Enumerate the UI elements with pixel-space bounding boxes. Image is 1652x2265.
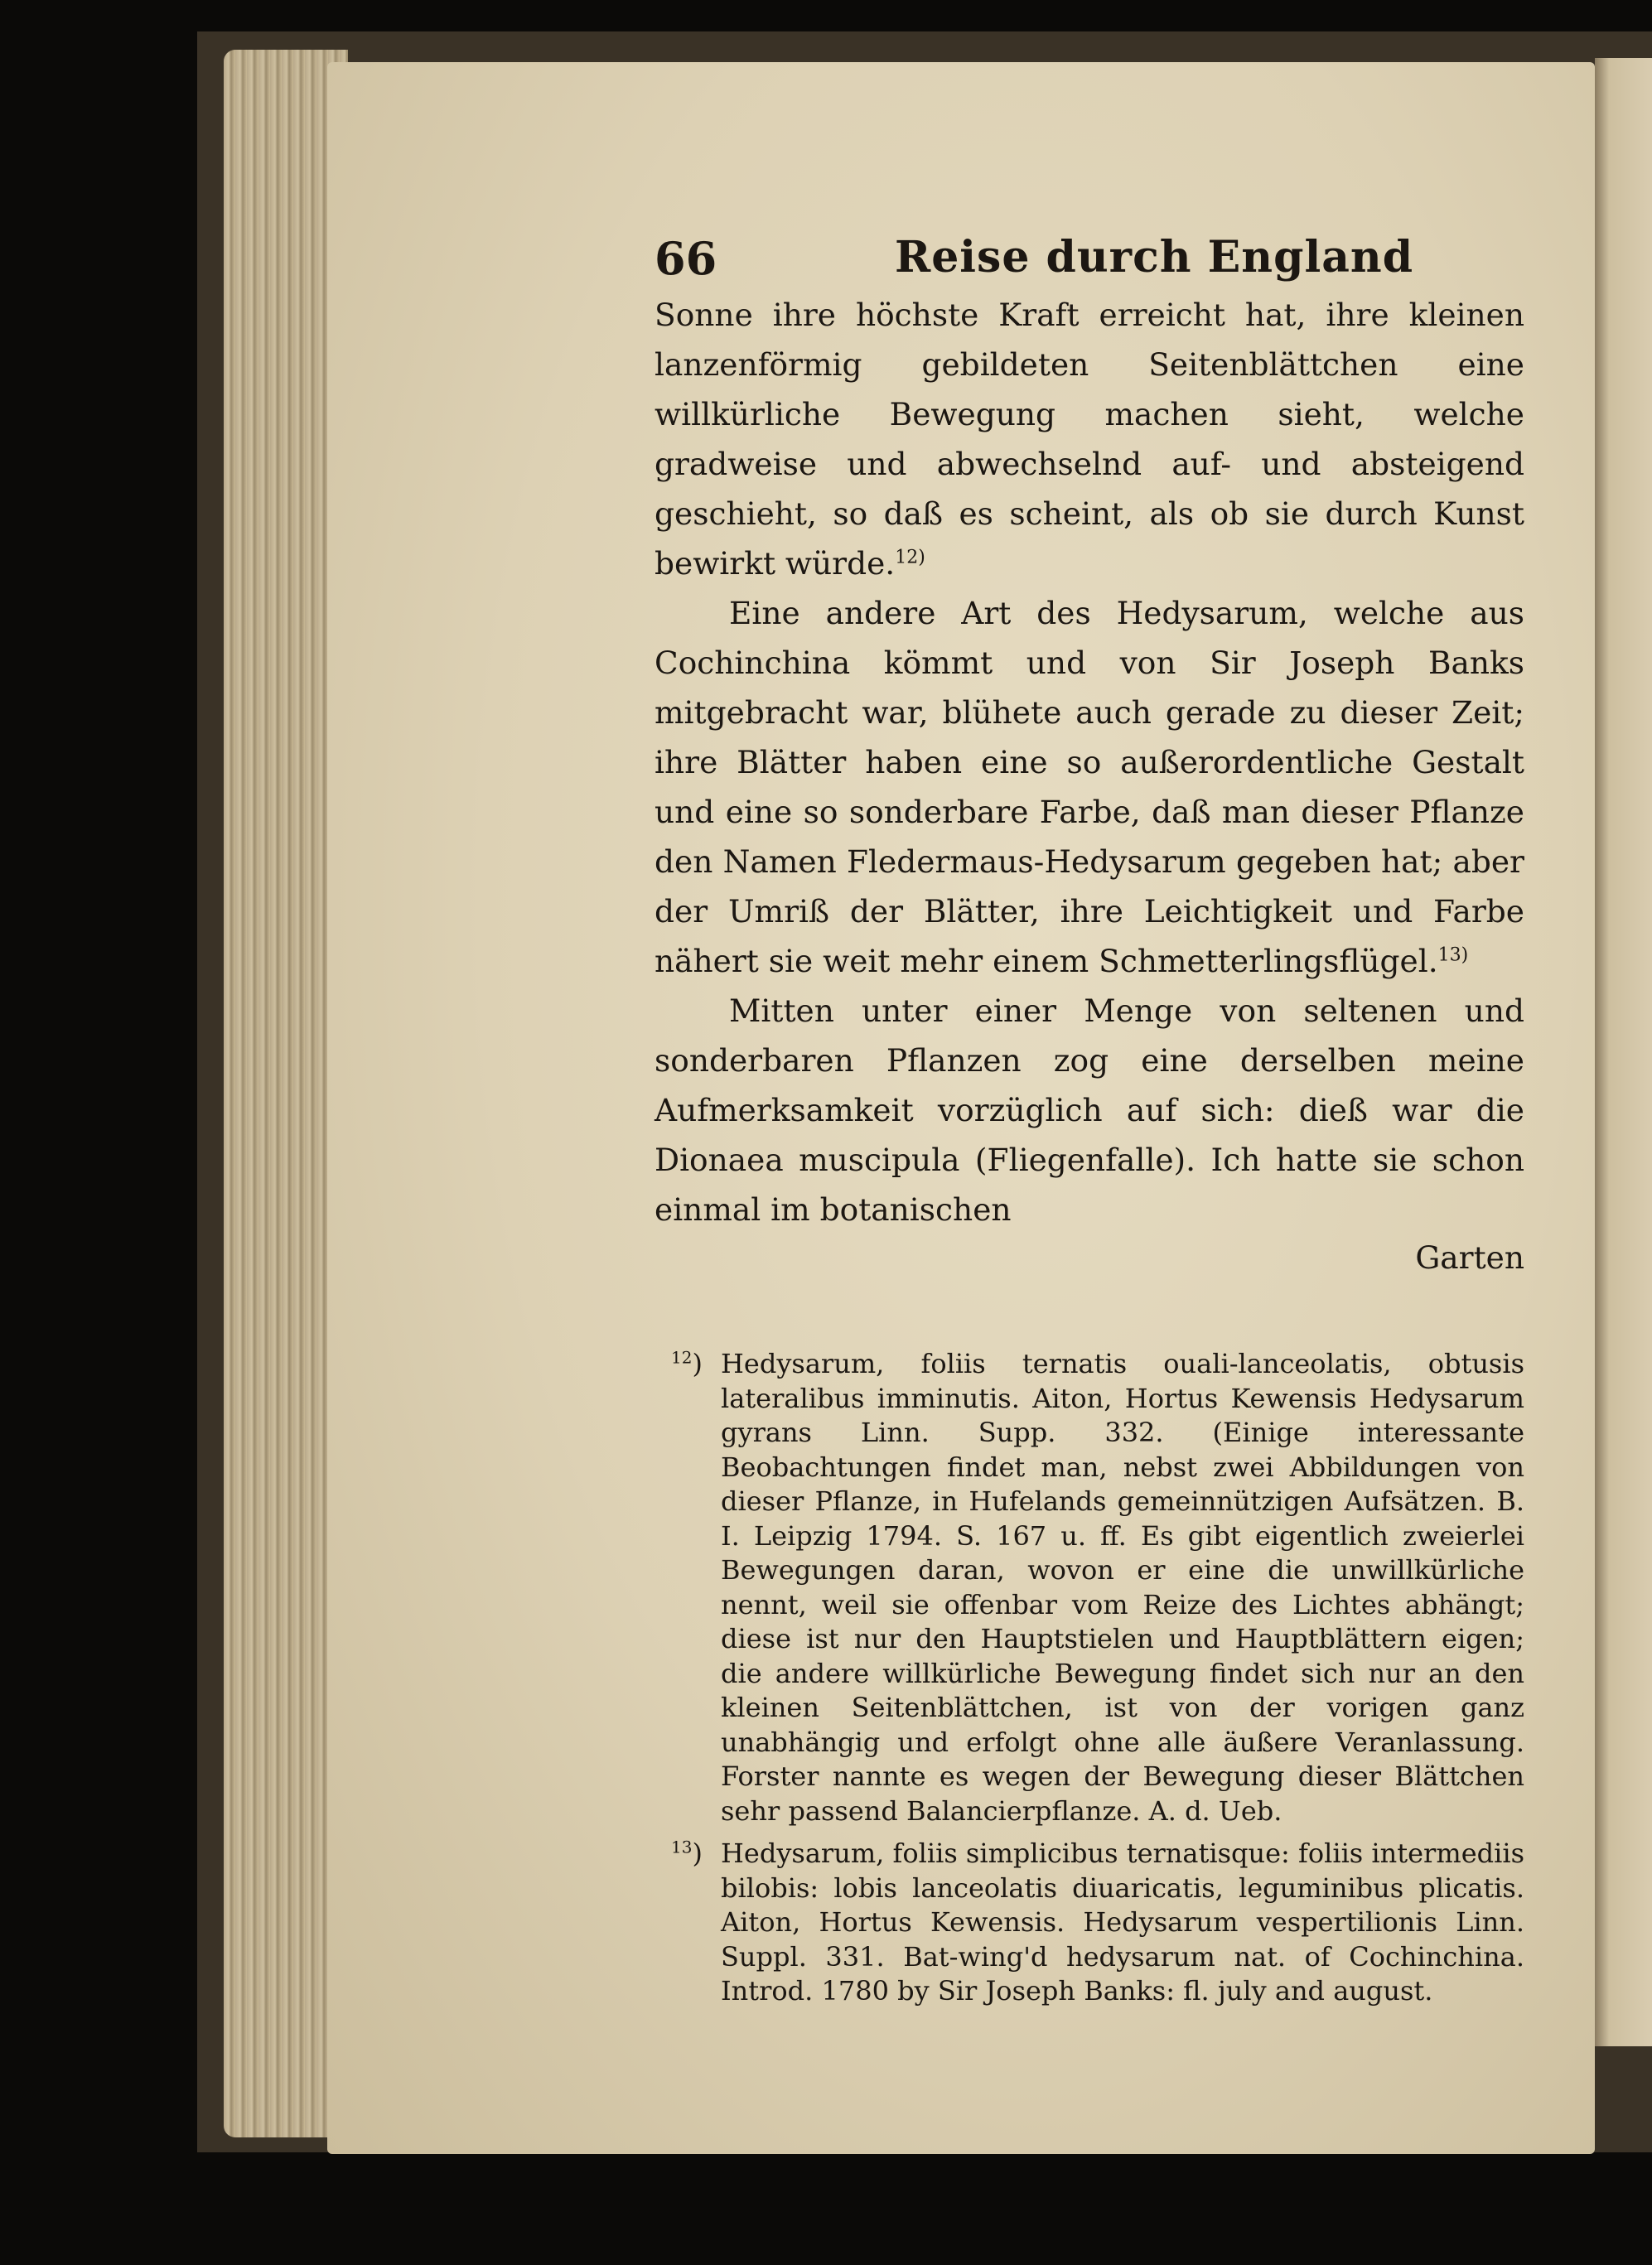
page-number: 66: [655, 232, 717, 285]
footnote-text: Hedysarum, foliis ternatis ouali-lanceolatis, obtusis lateralibus imminutis. Aiton, Hortus Kewensis Hedysarum gyrans Linn. Supp. 332. (Einige interessante Beobachtungen findet man, nebst zwei Abbildungen von dieser Pflanze, in Hufelands gemeinnützigen Aufsätzen. B. I. Leipzig 1794. S. 167 u. ff. Es gibt eigentlich zweierlei Bewegungen daran, wovon er eine die unwillkürliche nennt, weil sie offenbar vom Reize des Lichtes abhängt; diese ist nur den Hauptstielen und Hauptblättern eigen; die andere willkürliche Bewegung findet sich nur an den kleinen Seitenblättchen, ist von der vorigen ganz unabhängig und erfolgt ohne alle äußere Veranlassung. Forster nannte es wegen der Bewegung dieser Blättchen sehr passend Balancierpflanze. A. d. Ueb.: [721, 1348, 1524, 1827]
footnote-text: Hedysarum, foliis simplicibus ternatisque: foliis intermediis bilobis: lobis lanceolatis diuaricatis, leguminibus plicatis. Aiton, Hortus Kewensis. Hedysarum vespertilionis Linn. Suppl. 331. Bat-wing'd hedysarum nat. of Cochinchina. Introd. 1780 by Sir Joseph Banks: fl. july and august.: [721, 1838, 1524, 2007]
running-title: Reise durch England: [895, 232, 1414, 283]
footnote-ref-13: 13): [1437, 944, 1469, 966]
footnote-12: [671, 1347, 1524, 1828]
footnote-ref-12: 12): [895, 547, 925, 568]
footnotes: [655, 1347, 1524, 2009]
page-content: [655, 224, 1524, 2017]
paragraph-2-text: Eine andere Art des Hedysarum, welche aus Cochinchina kömmt und von Sir Joseph Banks mitgebracht war, blühete auch gerade zu dieser Zeit; ihre Blätter haben eine so außerordentliche Gestalt und eine so sonderbare Farbe, daß man dieser Pflanze den Namen Fledermaus-Hedysarum gegeben hat; aber der Umriß der Blätter, ihre Leichtigkeit und Farbe nähert sie weit mehr einem Schmetterlingsflügel.: [655, 595, 1524, 979]
footnote-mark: $^{13}$): [671, 1837, 703, 1869]
facing-page-edge: [1595, 58, 1652, 2046]
footnote-mark: $^{12}$): [671, 1347, 703, 1379]
body-text: [655, 290, 1524, 1281]
paragraph-2: [655, 588, 1524, 986]
running-head: [655, 224, 1524, 290]
catchword: Garten: [1415, 1239, 1524, 1276]
paragraph-1: [655, 290, 1524, 588]
paragraph-1-text: Sonne ihre höchste Kraft erreicht hat, ihre kleinen lanzenförmig gebildeten Seitenblättchen eine willkürliche Bewegung machen sieht, welche gradweise und abwechselnd auf- und absteigend geschieht, so daß es scheint, als ob sie durch Kunst bewirkt würde.: [655, 297, 1524, 582]
footnote-13: [671, 1837, 1524, 2009]
paragraph-3-text: Mitten unter einer Menge von seltenen und sonderbaren Pflanzen zog eine derselben meine Aufmerksamkeit vorzüglich auf sich: dieß war die Dionaea muscipula (Fliegenfalle). Ich hatte sie schon einmal im botanischen: [655, 992, 1524, 1228]
paragraph-3: [655, 986, 1524, 1234]
